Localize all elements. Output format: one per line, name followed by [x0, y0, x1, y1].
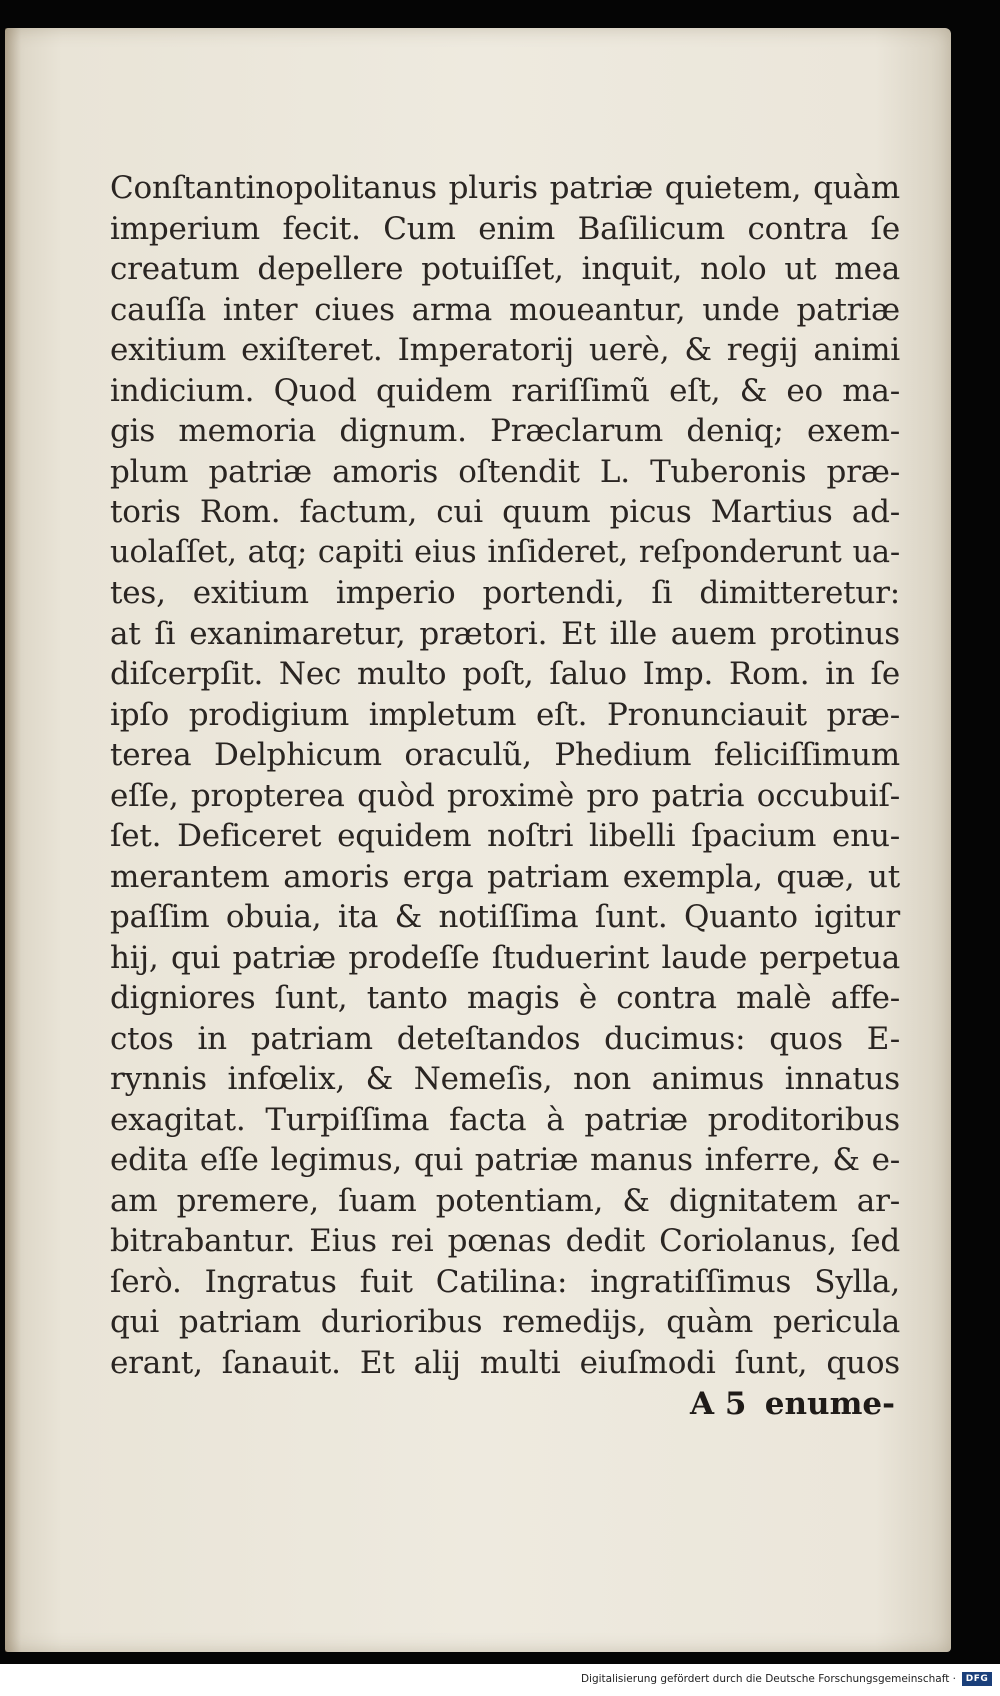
footer-credit-text: Digitalisierung gefördert durch die Deutsche Forschungsgemeinschaft ·	[580, 1673, 956, 1685]
text-line: at ſi exanimaretur, prætori. Et ille auem protinus	[110, 615, 900, 652]
text-line: merantem amoris erga patriam exempla, quæ, ut	[110, 858, 900, 895]
text-line: imperium fecit. Cum enim Baſilicum contra ſe	[110, 210, 900, 247]
text-line: ſerò. Ingratus fuit Catilina: ingratiſſimus Sylla,	[110, 1263, 900, 1300]
text-line: bitrabantur. Eius rei pœnas dedit Coriolanus, ſed	[110, 1223, 900, 1259]
text-line: creatum depellere potuiſſet, inquit, nolo ut mea	[110, 251, 900, 287]
text-line: exitium exiſteret. Imperatorij uerè, & regij animi	[110, 332, 900, 368]
text-line: ſet. Deficeret equidem noſtri libelli ſpacium enu-	[110, 818, 900, 854]
text-line: cauſſa inter ciues arma moueantur, unde patriæ	[110, 291, 900, 328]
dfg-logo-icon: DFG	[962, 1672, 992, 1686]
text-line: diſcerpſit. Nec multo poſt, ſaluo Imp. Rom. in ſe	[110, 656, 900, 692]
catch-line	[105, 1384, 895, 1424]
text-line: exagitat. Turpiſſima facta à patriæ proditoribus	[110, 1101, 900, 1138]
text-line: edita eſſe legimus, qui patriæ manus inferre, & e-	[110, 1142, 900, 1178]
text-line: plum patriæ amoris oſtendit L. Tuberonis præ-	[110, 453, 900, 490]
digitization-footer	[0, 1664, 1000, 1696]
text-line: Conſtantinopolitanus pluris patriæ quietem, quàm	[110, 170, 900, 206]
text-line: ipſo prodigium impletum eſt. Pronunciauit præ-	[110, 696, 900, 733]
catchword: enume-	[764, 1386, 895, 1422]
text-line: toris Rom. factum, cui quum picus Martius ad-	[110, 494, 900, 530]
text-line: erant, ſanauit. Et alij multi eiuſmodi ſunt, quos	[110, 1344, 900, 1381]
text-line: tes, exitium imperio portendi, ſi dimitteretur:	[110, 575, 900, 611]
text-line: paſſim obuia, ita & notiſſima ſunt. Quanto igitur	[110, 899, 900, 935]
text-line: ctos in patriam deteſtandos ducimus: quos E-	[110, 1020, 900, 1057]
text-line: rynnis infœlix, & Nemeſis, non animus innatus	[110, 1061, 900, 1097]
text-line: terea Delphicum oraculũ, Phedium feliciſſimum	[110, 737, 900, 773]
text-line: eſſe, propterea quòd proximè pro patria occubuiſ-	[110, 777, 900, 814]
text-line: uolaſſet, atq; capiti eius inſideret, reſponderunt ua-	[110, 534, 900, 570]
signature-mark: A 5	[690, 1386, 747, 1422]
text-line: digniores ſunt, tanto magis è contra malè affe-	[110, 980, 900, 1016]
text-line: gis memoria dignum. Præclarum deniq; exem-	[110, 413, 900, 449]
text-line: qui patriam durioribus remedijs, quàm pericula	[110, 1304, 900, 1340]
text-line: indicium. Quod quidem rariſſimũ eſt, & eo ma-	[110, 372, 900, 409]
text-line: am premere, ſuam potentiam, & dignitatem ar-	[110, 1182, 900, 1219]
page-text-block	[110, 168, 900, 1383]
text-line: hij, qui patriæ prodeſſe ſtuduerint laude perpetua	[110, 939, 900, 976]
